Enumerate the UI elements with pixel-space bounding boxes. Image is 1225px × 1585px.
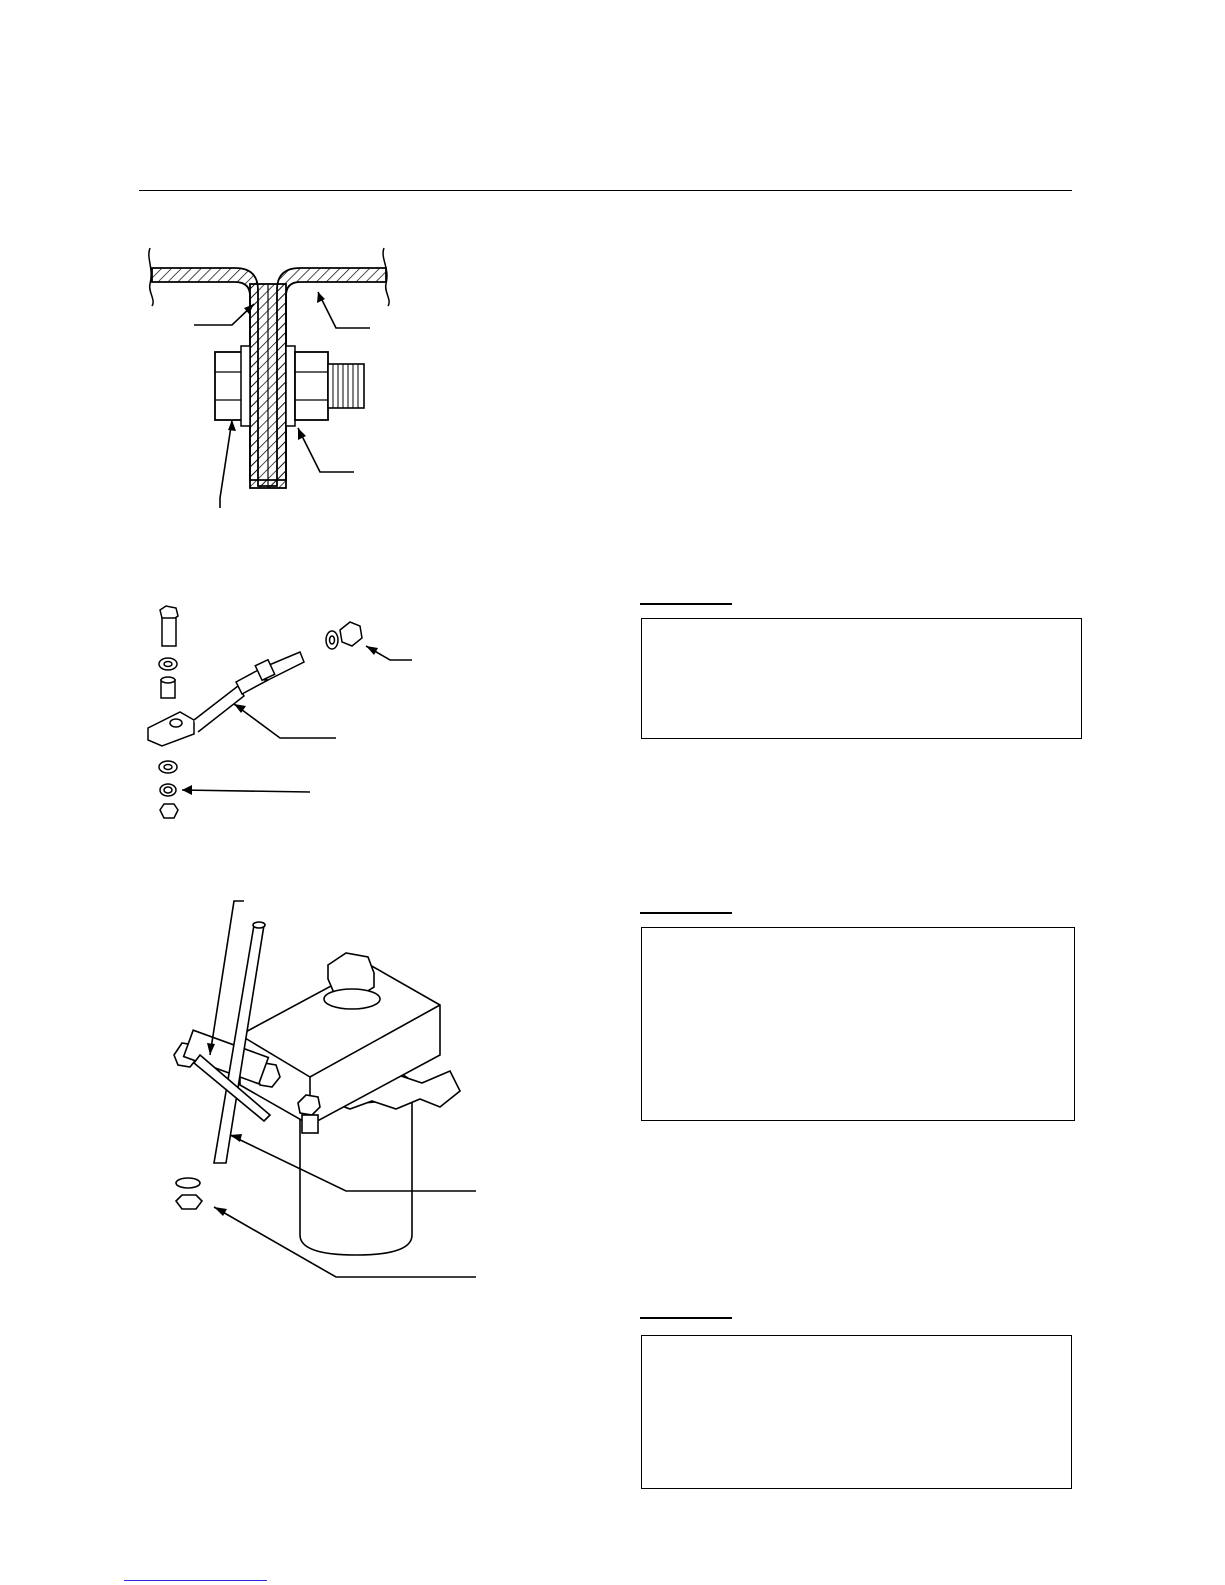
notice-heading-rule-3 — [640, 1317, 732, 1319]
notice-box-2 — [641, 927, 1075, 1121]
exploded-terminal-figure — [140, 600, 430, 835]
notice-heading-rule-1 — [640, 603, 732, 605]
notice-box-1 — [641, 618, 1082, 739]
notice-box-3 — [641, 1335, 1072, 1489]
filter-clamp-figure — [160, 895, 480, 1285]
header-rule — [139, 190, 1072, 191]
footer-link[interactable] — [124, 1580, 267, 1581]
notice-heading-rule-2 — [640, 912, 732, 914]
bulkhead-fitting-figure — [140, 240, 420, 520]
